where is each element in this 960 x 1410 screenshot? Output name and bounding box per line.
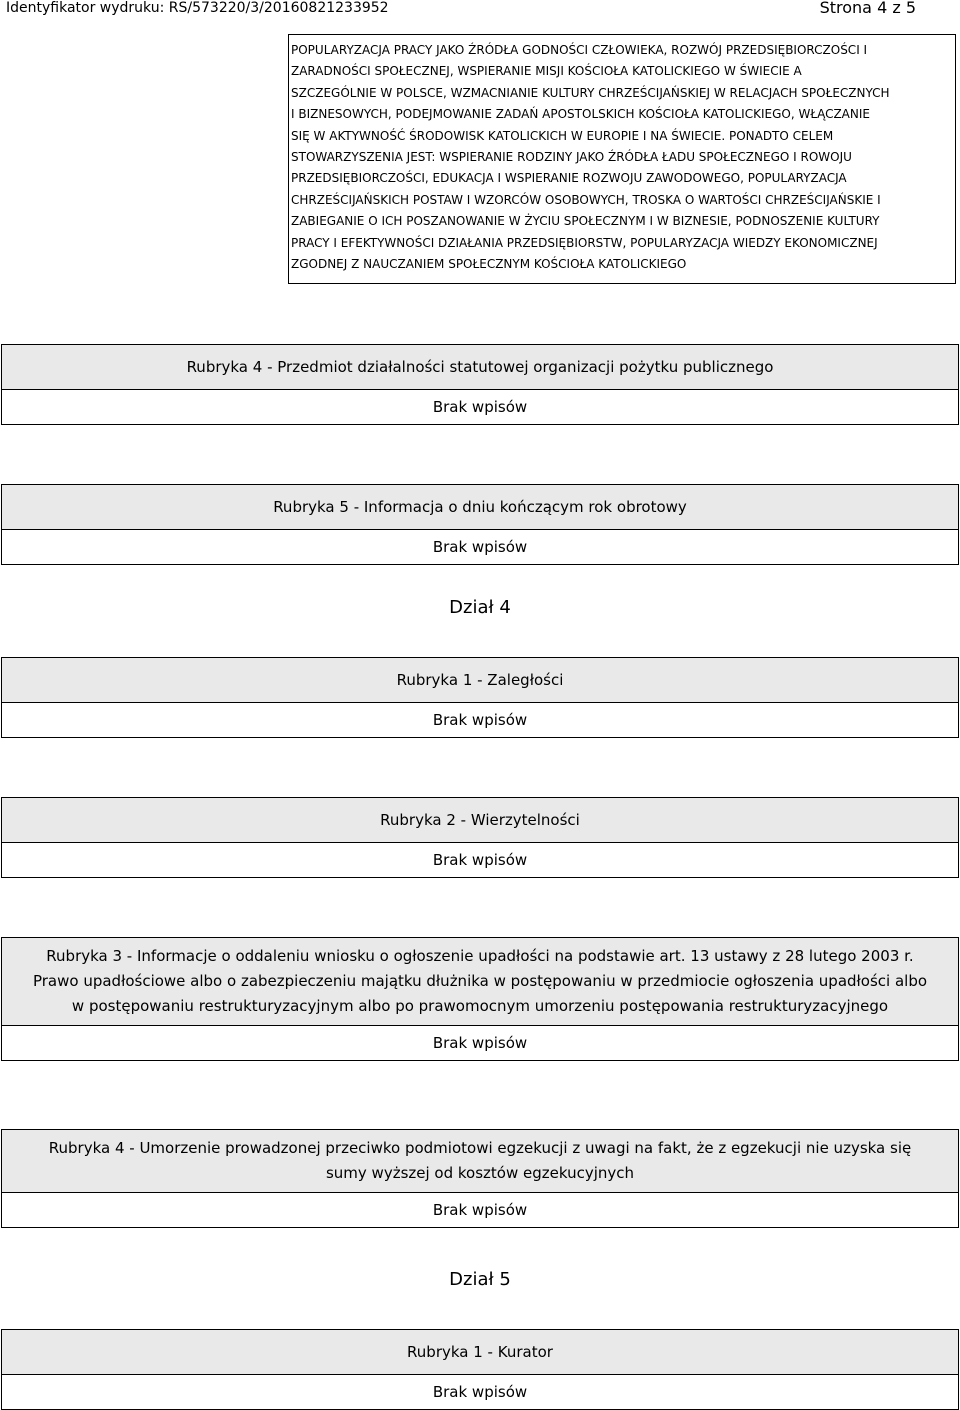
- rubryka-fiscal-year-title: Rubryka 5 - Informacja o dniu kończącym rok obrotowy: [2, 485, 958, 530]
- rubryka-fiscal-year-table: [1, 484, 959, 565]
- purpose-line: ZGODNEJ Z NAUCZANIEM SPOŁECZNYM KOŚCIOŁA KATOLICKIEGO: [291, 256, 687, 271]
- rubryka-arrears-title: Rubryka 1 - Zaległości: [2, 658, 958, 703]
- rubryka-opp-title: Rubryka 4 - Przedmiot działalności statutowej organizacji pożytku publicznego: [2, 345, 958, 390]
- purpose-line: ZABIEGANIE O ICH POSZANOWANIE W ŻYCIU SPOŁECZNYM I W BIZNESIE, PODNOSZENIE KULTURY: [291, 214, 880, 229]
- rubryka-arrears-table: [1, 657, 959, 738]
- purpose-line: CHRZEŚCIJAŃSKICH POSTAW I WZORCÓW OSOBOWYCH, TROSKA O WARTOŚCI CHRZEŚCIJAŃSKIE I: [291, 192, 881, 207]
- rubryka-enforcement-table: [1, 1129, 959, 1228]
- purpose-line: STOWARZYSZENIA JEST: WSPIERANIE RODZINY JAKO ŹRÓDŁA ŁADU SPOŁECZNEGO I ROWOJU: [291, 149, 852, 164]
- rubryka-bankruptcy-table: [1, 937, 959, 1061]
- title-line: Prawo upadłościowe albo o zabezpieczeniu majątku dłużnika w postępowaniu w przedmiocie ogłoszenia upadłości albo: [32, 972, 928, 990]
- empty-entry-text: Brak wpisów: [432, 1034, 528, 1052]
- rubryka-receivables-table: [1, 797, 959, 878]
- empty-entry-text: Brak wpisów: [432, 538, 528, 556]
- print-identifier: Identyfikator wydruku: RS/573220/3/20160821233952: [6, 0, 389, 16]
- rubryka-opp-table: [1, 344, 959, 425]
- title-line: w postępowaniu restrukturyzacyjnym albo po prawomocnym umorzeniu postępowania restrukturyzacyjnego: [71, 997, 889, 1015]
- empty-entry-text: Brak wpisów: [432, 711, 528, 729]
- section-heading-dzial-4: Dział 4: [449, 597, 511, 618]
- empty-entry-text: Brak wpisów: [432, 1383, 528, 1401]
- rubryka-curator-title: Rubryka 1 - Kurator: [2, 1330, 958, 1375]
- empty-entry-text: Brak wpisów: [432, 851, 528, 869]
- rubryka-bankruptcy-title: [2, 938, 958, 1026]
- title-line: Rubryka 4 - Umorzenie prowadzonej przeciwko podmiotowi egzekucji z uwagi na fakt, że z egzekucji nie uzyska się: [48, 1139, 912, 1157]
- purpose-line: PRZEDSIĘBIORCZOŚCI, EDUKACJA I WSPIERANIE ROZWOJU ZAWODOWEGO, POPULARYZACJA: [291, 171, 847, 186]
- statutory-purpose-text: [291, 40, 951, 275]
- empty-entry-text: Brak wpisów: [432, 398, 528, 416]
- statutory-purpose-box: [288, 34, 956, 284]
- rubryka-enforcement-title: [2, 1130, 958, 1193]
- title-line: sumy wyższej od kosztów egzekucyjnych: [325, 1164, 635, 1182]
- page-number: Strona 4 z 5: [819, 0, 916, 17]
- purpose-line: POPULARYZACJA PRACY JAKO ŹRÓDŁA GODNOŚCI CZŁOWIEKA, ROZWÓJ PRZEDSIĘBIORCZOŚCI I: [291, 43, 868, 57]
- empty-entry-text: Brak wpisów: [432, 1201, 528, 1219]
- purpose-line: SZCZEGÓLNIE W POLSCE, WZMACNIANIE KULTURY CHRZEŚCIJAŃSKIEJ W RELACJACH SPOŁECZNYCH: [291, 85, 890, 100]
- rubryka-receivables-title: Rubryka 2 - Wierzytelności: [2, 798, 958, 843]
- purpose-line: I BIZNESOWYCH, PODEJMOWANIE ZADAŃ APOSTOLSKICH KOŚCIOŁA KATOLICKIEGO, WŁĄCZANIE: [291, 107, 870, 122]
- section-heading-dzial-5: Dział 5: [449, 1269, 511, 1290]
- purpose-line: SIĘ W AKTYWNOŚĆ ŚRODOWISK KATOLICKICH W EUROPIE I NA ŚWIECIE. PONADTO CELEM: [291, 128, 834, 143]
- purpose-line: PRACY I EFEKTYWNOŚCI DZIAŁANIA PRZEDSIĘBIORSTW, POPULARYZACJA WIEDZY EKONOMICZNEJ: [291, 235, 878, 250]
- title-line: Rubryka 3 - Informacje o oddaleniu wniosku o ogłoszenie upadłości na podstawie art. 13 ustawy z 28 lutego 2003 r.: [46, 947, 914, 965]
- purpose-line: ZARADNOŚCI SPOŁECZNEJ, WSPIERANIE MISJI KOŚCIOŁA KATOLICKIEGO W ŚWIECIE A: [291, 64, 802, 79]
- rubryka-curator-table: [1, 1329, 959, 1410]
